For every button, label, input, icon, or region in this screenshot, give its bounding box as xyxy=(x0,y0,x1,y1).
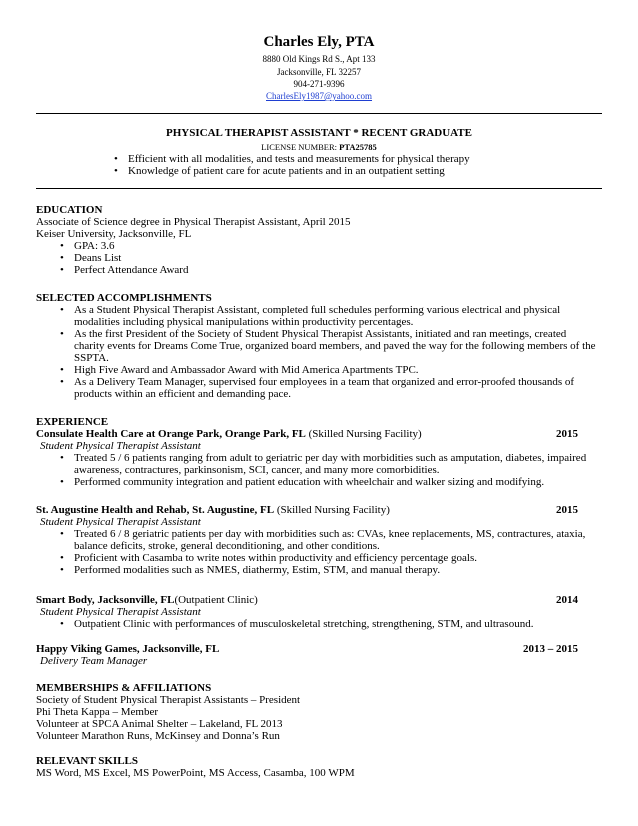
job-header xyxy=(36,643,596,655)
job-bullet: • Treated 5 / 6 patients ranging from adult to geriatric per day with morbidities such as amputation, diabetes, impaired awareness, contractures, parkinsonism, SCI, cancer, and many more comorbidities. xyxy=(36,452,596,476)
experience-section xyxy=(36,416,596,488)
summary-title: PHYSICAL THERAPIST ASSISTANT * RECENT GRADUATE xyxy=(166,127,472,139)
job-bullet: • Proficient with Casamba to write notes within productivity and efficiency percentage goals. xyxy=(36,552,596,564)
email-link[interactable]: CharlesEly1987@yahoo.com xyxy=(265,91,373,101)
job-employer: Happy Viking Games, Jacksonville, FL xyxy=(36,643,220,655)
education-degree: Associate of Science degree in Physical Therapist Assistant, April 2015 xyxy=(36,216,351,228)
memberships-heading: MEMBERSHIPS & AFFILIATIONS xyxy=(36,682,212,694)
job-bullet: • Outpatient Clinic with performances of musculoskeletal stretching, strengthening, STM, and ultrasound. xyxy=(36,618,596,630)
accomplishment-bullet: • High Five Award and Ambassador Award with Mid America Apartments TPC. xyxy=(36,364,596,376)
education-section xyxy=(36,204,596,276)
job-header xyxy=(36,504,596,516)
phone-number: 904-271-9396 xyxy=(293,79,345,89)
membership-line: Phi Theta Kappa – Member xyxy=(36,706,158,718)
job-year: 2015 xyxy=(556,504,578,516)
job-bullet: • Treated 6 / 8 geriatric patients per day with morbidities such as: CVAs, knee replacements, MS, contractures, ataxia, balance deficits, stroke, general deconditioning, and other conditions. xyxy=(36,528,596,552)
job-role: Student Physical Therapist Assistant xyxy=(40,516,201,528)
education-school: Keiser University, Jacksonville, FL xyxy=(36,228,192,240)
license-label: LICENSE NUMBER: xyxy=(261,142,340,152)
job-role: Delivery Team Manager xyxy=(40,655,148,667)
job-year: 2014 xyxy=(556,594,578,606)
accomplishment-bullet: • As a Student Physical Therapist Assistant, completed full schedules performing various electrical and physical modalities including physical manipulations within productivity percentages. xyxy=(36,304,596,328)
job-facility-type: (Skilled Nursing Facility) xyxy=(305,428,422,440)
skills-section xyxy=(36,755,596,779)
skills-text: MS Word, MS Excel, MS PowerPoint, MS Access, Casamba, 100 WPM xyxy=(36,767,355,779)
job-role: Student Physical Therapist Assistant xyxy=(40,440,201,452)
job-bullet: • Performed modalities such as NMES, diathermy, Estim, STM, and manual therapy. xyxy=(36,564,596,576)
candidate-name: Charles Ely, PTA xyxy=(263,34,375,50)
summary-bullet: • Efficient with all modalities, and tests and measurements for physical therapy xyxy=(90,153,610,165)
job-role: Student Physical Therapist Assistant xyxy=(40,606,201,618)
job-block xyxy=(36,594,596,630)
accomplishments-heading: SELECTED ACCOMPLISHMENTS xyxy=(36,292,212,304)
membership-line: Society of Student Physical Therapist Assistants – President xyxy=(36,694,301,706)
accomplishment-bullet: • As a Delivery Team Manager, supervised four employees in a team that organized and error-proofed thousands of products within an efficient and demanding pace. xyxy=(36,376,596,400)
summary-bullet: • Knowledge of patient care for acute patients and in an outpatient setting xyxy=(90,165,610,177)
email-wrapper xyxy=(0,91,638,101)
job-employer: Consulate Health Care at Orange Park, Orange Park, FL xyxy=(36,428,306,440)
job-header xyxy=(36,428,596,440)
job-year: 2013 – 2015 xyxy=(523,643,578,655)
accomplishments-section xyxy=(36,292,596,400)
license-line xyxy=(0,142,638,152)
job-bullet: • Performed community integration and patient education with wheelchair and walker sizing and modifying. xyxy=(36,476,596,488)
job-year: 2015 xyxy=(556,428,578,440)
education-bullet: • Deans List xyxy=(36,252,596,264)
job-block xyxy=(36,504,596,576)
divider-top xyxy=(36,113,602,114)
address-line-1: 8880 Old Kings Rd S., Apt 133 xyxy=(262,54,376,64)
summary-bullets xyxy=(90,153,610,177)
job-block xyxy=(36,643,596,667)
education-bullet: • GPA: 3.6 xyxy=(36,240,596,252)
job-facility-type: (Outpatient Clinic) xyxy=(174,594,258,606)
job-header xyxy=(36,594,596,606)
skills-heading: RELEVANT SKILLS xyxy=(36,755,139,767)
education-heading: EDUCATION xyxy=(36,204,103,216)
membership-line: Volunteer Marathon Runs, McKinsey and Donna’s Run xyxy=(36,730,280,742)
experience-heading: EXPERIENCE xyxy=(36,416,109,428)
address-line-2: Jacksonville, FL 32257 xyxy=(277,67,361,77)
job-facility-type: (Skilled Nursing Facility) xyxy=(274,504,390,516)
job-employer: Smart Body, Jacksonville, FL xyxy=(36,594,175,606)
accomplishment-bullet: • As the first President of the Society of Student Physical Therapist Assistants, initiated and ran meetings, created charity events for Dreams Come True, organized board members, and paved the way for the following members of the SSPTA. xyxy=(36,328,596,364)
divider-bottom xyxy=(36,188,602,189)
job-employer: St. Augustine Health and Rehab, St. Augustine, FL xyxy=(36,504,275,516)
license-number: PTA25785 xyxy=(339,142,377,152)
education-bullet: • Perfect Attendance Award xyxy=(36,264,596,276)
memberships-section xyxy=(36,682,596,742)
membership-line: Volunteer at SPCA Animal Shelter – Lakeland, FL 2013 xyxy=(36,718,283,730)
